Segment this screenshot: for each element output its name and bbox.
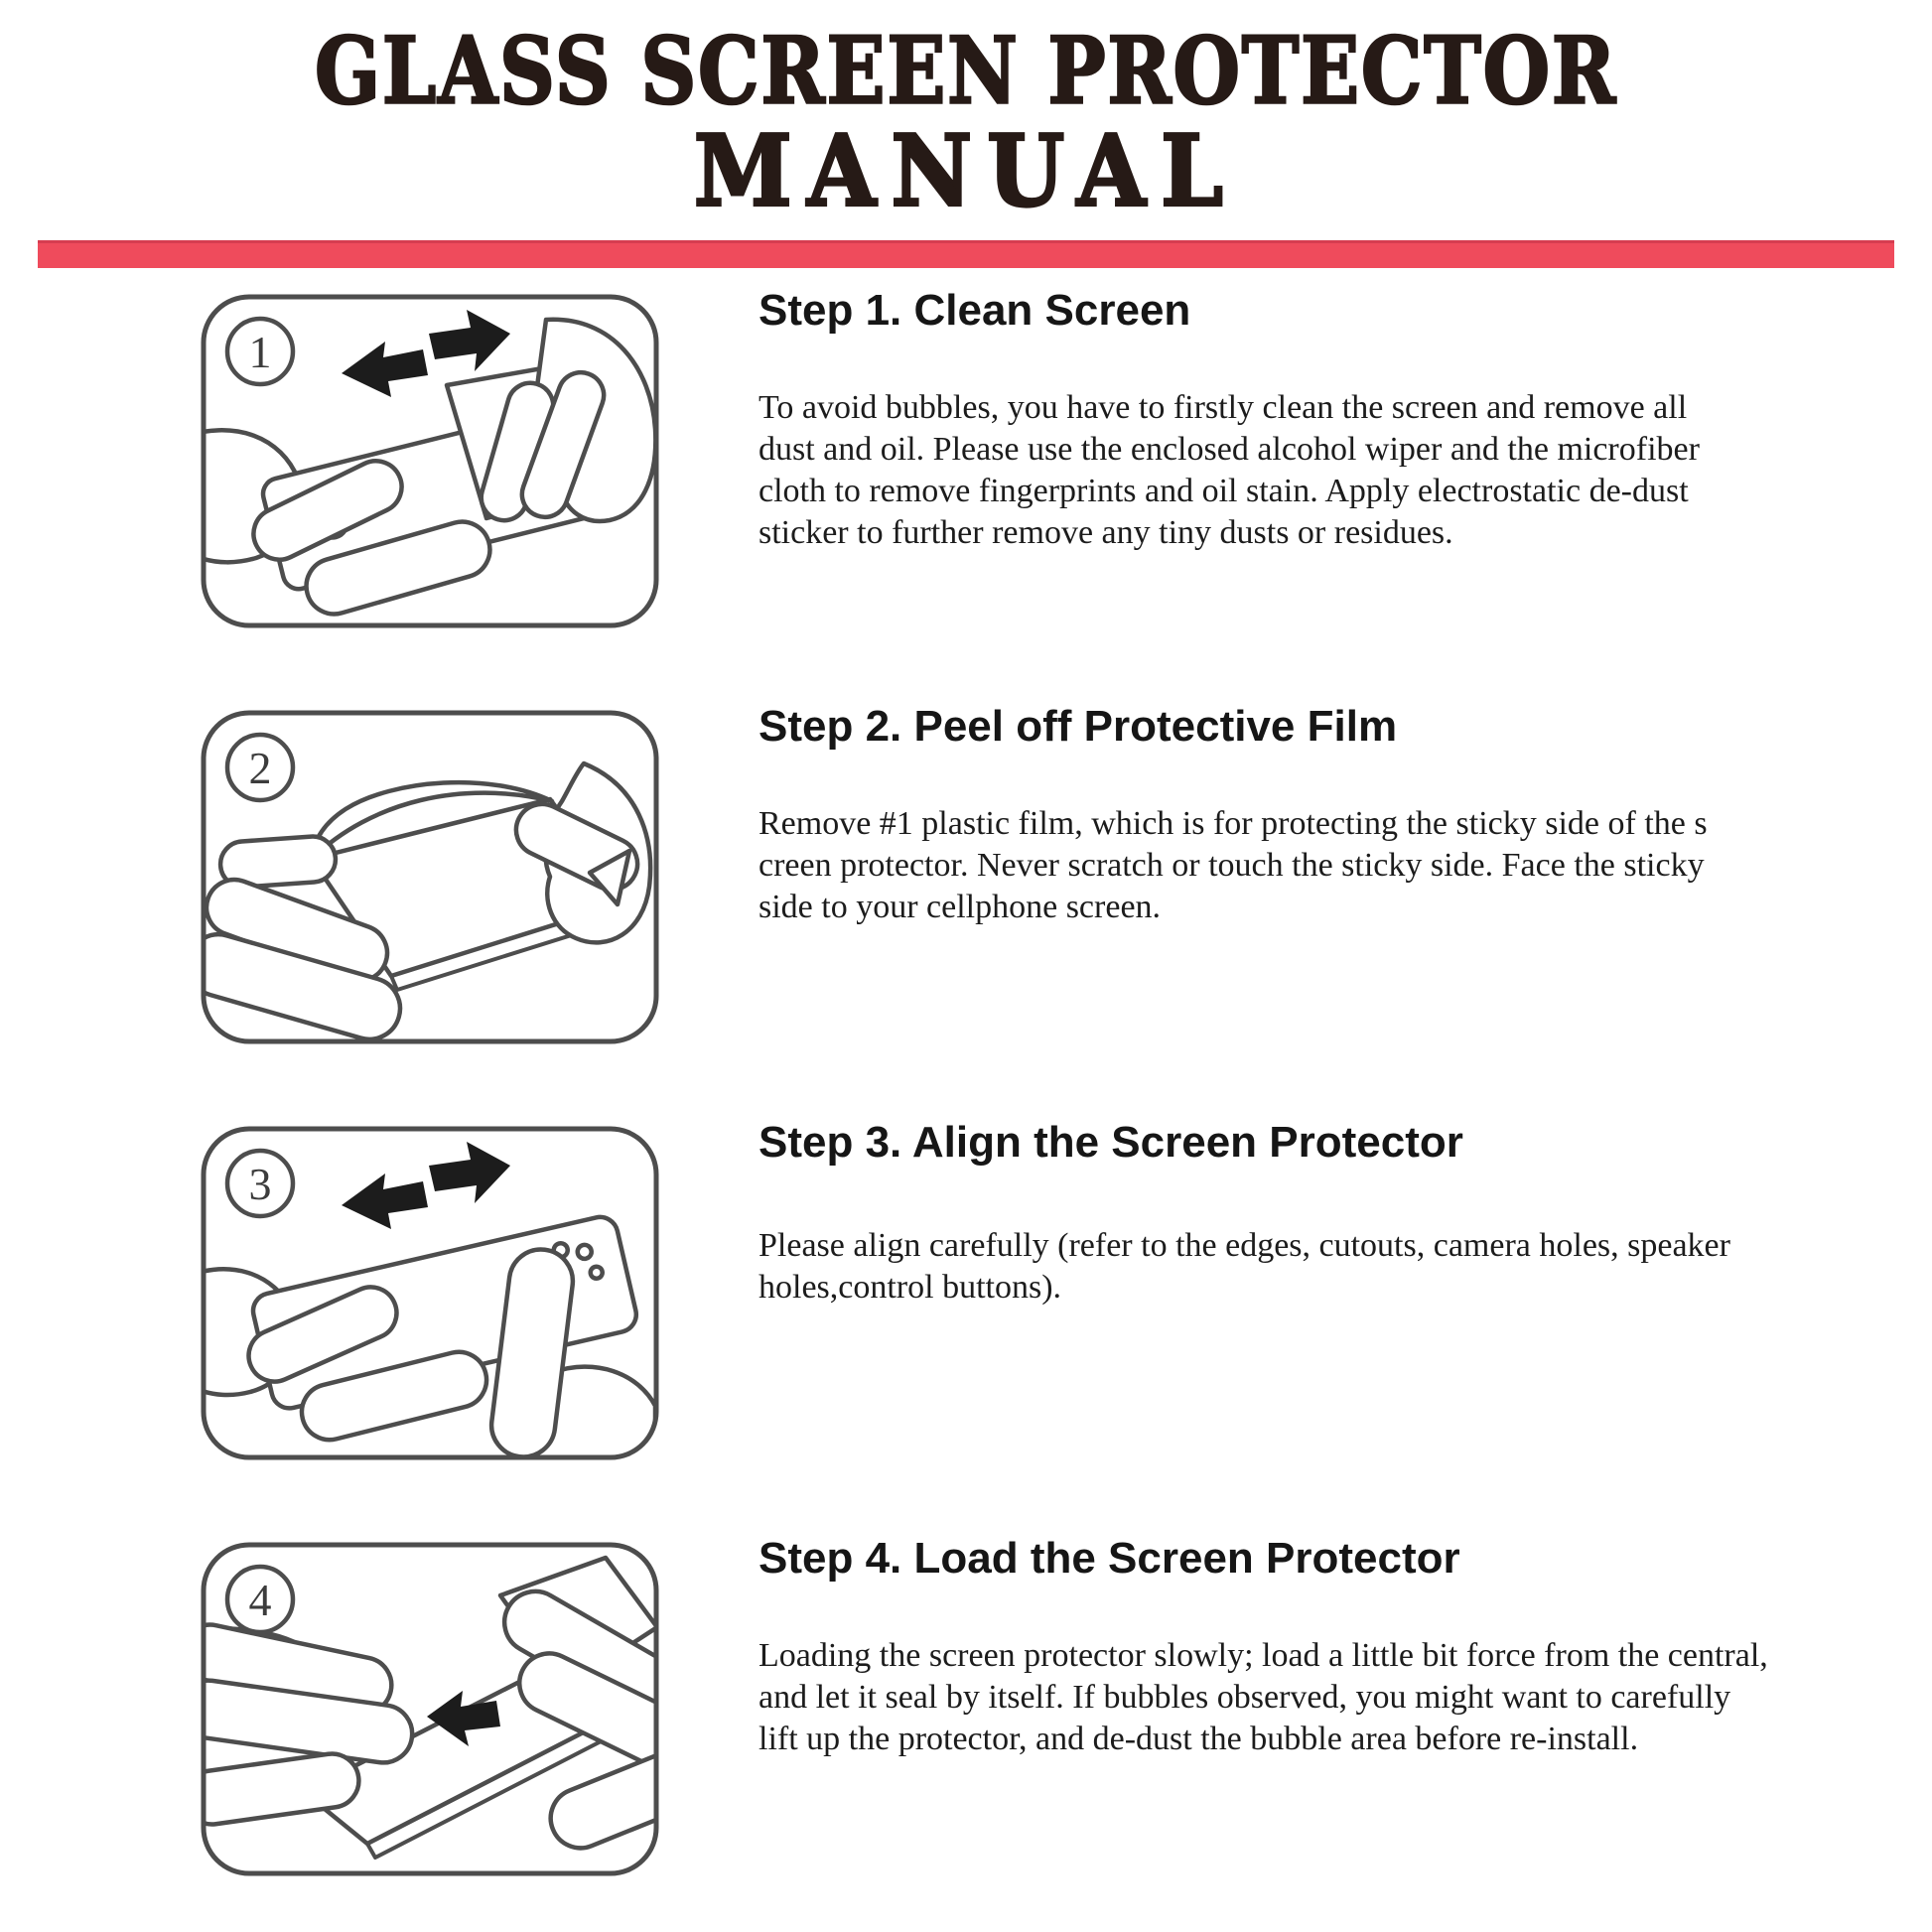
step-1-row xyxy=(0,285,1932,632)
step-body-line: Loading the screen protector slowly; load a little bit force from the central, xyxy=(759,1636,1768,1674)
step-2-row xyxy=(0,701,1932,1048)
step-body-line: Remove #1 plastic film, which is for protecting the sticky side of the s xyxy=(759,804,1708,842)
step-2-figure xyxy=(197,706,663,1048)
arrow-left-icon xyxy=(342,1173,428,1229)
step-4-row xyxy=(0,1533,1932,1880)
step-3-content xyxy=(759,1117,1870,1309)
step-body-line: side to your cellphone screen. xyxy=(759,888,1162,925)
step-2-body xyxy=(759,803,1870,928)
step-body-line: To avoid bubbles, you have to firstly clean the screen and remove all xyxy=(759,388,1688,426)
page-title xyxy=(0,0,1932,229)
step-body-line: lift up the protector, and de-dust the bubble area before re-install. xyxy=(759,1720,1639,1757)
step-number: 2 xyxy=(248,742,272,793)
step-4-body xyxy=(759,1635,1870,1760)
step-number-badge xyxy=(227,735,293,800)
camera-hole xyxy=(576,1243,593,1260)
step-3-heading: Step 3. Align the Screen Protector xyxy=(759,1117,1463,1167)
step-number: 1 xyxy=(248,326,272,377)
step-2-heading: Step 2. Peel off Protective Film xyxy=(759,701,1398,751)
step-3-figure xyxy=(197,1122,663,1464)
step-body-line: cloth to remove fingerprints and oil stain. Apply electrostatic de-dust xyxy=(759,472,1689,509)
load-protector-illustration xyxy=(197,1538,663,1880)
step-number-badge xyxy=(227,1151,293,1216)
step-number-badge xyxy=(227,1567,293,1632)
step-body-line: holes,control buttons). xyxy=(759,1268,1062,1306)
clean-screen-illustration xyxy=(197,290,663,632)
step-body-line: dust and oil. Please use the enclosed alcohol wiper and the microfiber xyxy=(759,430,1700,468)
title-line-1: GLASS SCREEN PROTECTOR xyxy=(315,16,1617,125)
sensor-hole xyxy=(590,1265,604,1279)
step-number: 3 xyxy=(248,1158,272,1209)
align-direction-arrows xyxy=(342,1142,510,1229)
step-4-content xyxy=(759,1533,1870,1760)
step-number: 4 xyxy=(248,1574,272,1625)
align-protector-illustration xyxy=(197,1122,663,1464)
step-number-badge xyxy=(227,319,293,384)
peel-film-illustration xyxy=(197,706,663,1048)
step-4-heading: Step 4. Load the Screen Protector xyxy=(759,1533,1460,1583)
step-3-row xyxy=(0,1117,1932,1464)
step-body-line: Please align carefully (refer to the edges, cutouts, camera holes, speaker xyxy=(759,1226,1730,1264)
arrow-left-icon xyxy=(342,342,428,397)
step-body-line: sticker to further remove any tiny dusts or residues. xyxy=(759,513,1453,551)
arrow-right-icon xyxy=(429,310,510,371)
step-2-content xyxy=(759,701,1870,928)
step-1-content xyxy=(759,285,1870,554)
step-body-line: and let it seal by itself. If bubbles observed, you might want to carefully xyxy=(759,1678,1731,1716)
red-divider-bar xyxy=(38,240,1894,268)
title-line-2: MANUAL xyxy=(693,113,1239,229)
step-3-body xyxy=(759,1225,1870,1309)
step-4-figure xyxy=(197,1538,663,1880)
step-1-heading: Step 1. Clean Screen xyxy=(759,285,1191,335)
steps-list xyxy=(0,285,1932,1880)
step-body-line: creen protector. Never scratch or touch the sticky side. Face the sticky xyxy=(759,846,1705,884)
arrow-right-icon xyxy=(429,1142,510,1203)
step-1-figure xyxy=(197,290,663,632)
step-1-body xyxy=(759,387,1870,554)
